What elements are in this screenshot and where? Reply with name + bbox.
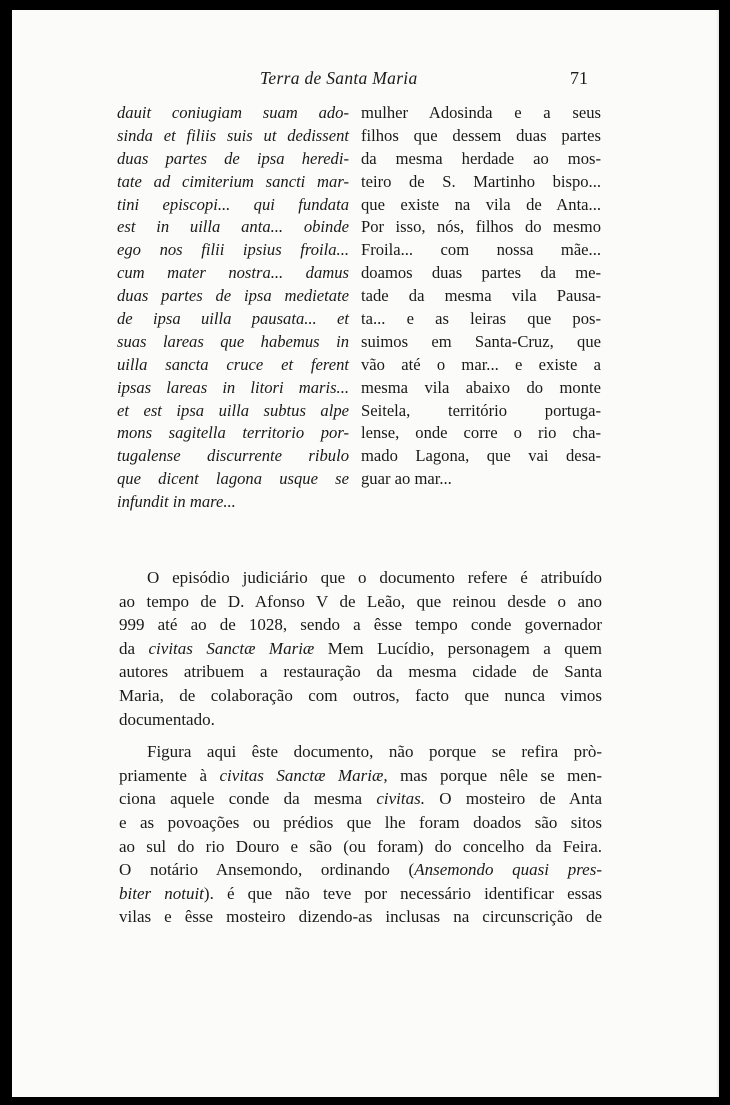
paragraph-line (119, 858, 602, 882)
latin-line: mons sagitella territorio por- (117, 423, 349, 443)
latin-line: duas partes de ipsa heredi- (117, 148, 349, 168)
portuguese-line: mado Lagona, que vai desa- (361, 446, 601, 466)
text-run: priamente à (119, 765, 208, 785)
portuguese-line: filhos que dessem duas partes (361, 125, 601, 145)
latin-line: ego nos filii ipsius froila... (117, 240, 349, 260)
text-run: mas porque nêle se men- (400, 765, 603, 785)
body-text (119, 566, 602, 938)
latin-line: suas lareas que habemus in (117, 331, 349, 351)
latin-line: et est ipsa uilla subtus alpe (117, 400, 349, 420)
portuguese-text-column (361, 102, 601, 491)
paragraph-line (119, 882, 602, 906)
latin-line: duas partes de ipsa medietate (117, 286, 349, 306)
paragraph-line (119, 787, 602, 811)
page-number: 71 (570, 68, 588, 88)
paragraph-line: documentado. (119, 709, 215, 729)
portuguese-line: vão até o mar... e existe a (361, 354, 601, 374)
paragraph-line: O episódio judiciário que o documento refere é atribuído (147, 568, 602, 587)
latin-line: ipsas lareas in litori maris... (117, 377, 349, 397)
paragraph-line: 999 até ao de 1028, sendo a êsse tempo conde governador (119, 615, 602, 635)
latin-text-column (117, 102, 349, 514)
portuguese-line: mulher Adosinda e a seus (361, 103, 601, 122)
paragraph-line: ao tempo de D. Afonso V de Leão, que reinou desde o ano (119, 591, 602, 611)
portuguese-line: que existe na vila de Anta... (361, 194, 601, 214)
latin-line: tugalense discurrente ribulo (117, 446, 349, 466)
text-run: O mosteiro de Anta (439, 789, 603, 809)
portuguese-line: doamos duas partes da me- (361, 263, 601, 283)
latin-line: infundit in mare... (117, 492, 236, 512)
portuguese-line: Seitela, território portuga- (361, 400, 601, 420)
text-run: ciona aquele conde da mesma (119, 789, 363, 809)
latin-line: tate ad cimiterium sancti mar- (117, 171, 349, 191)
portuguese-line: Froila... com nossa mãe... (361, 240, 601, 260)
latin-line: dauit coniugiam suam ado- (117, 103, 349, 122)
book-page (12, 10, 719, 1097)
paragraph-line: Maria, de colaboração com outros, facto que nunca vimos (119, 685, 602, 705)
portuguese-line: da mesma herdade ao mos- (361, 148, 601, 168)
paragraph-line: e as povoações ou prédios que lhe foram doados são sitos (119, 812, 602, 832)
portuguese-line: mesma vila abaixo do monte (361, 377, 601, 397)
latin-line: cum mater nostra... damus (117, 263, 349, 283)
latin-line: sinda et filiis suis ut dedissent (117, 125, 349, 145)
paragraph-line: vilas e êsse mosteiro dizendo-as inclusas na circunscrição de (119, 907, 602, 927)
italic-text-run: biter notuit (119, 883, 204, 903)
paragraph-line: Figura aqui êste documento, não porque se refira prò- (147, 742, 602, 762)
portuguese-line: lense, onde corre o rio cha- (361, 423, 601, 443)
portuguese-line: tade da mesma vila Pausa- (361, 286, 601, 306)
italic-text-run: civitas. (376, 789, 425, 809)
paragraph-line: ao sul do rio Douro e são (ou foram) do concelho da Feira. (119, 836, 602, 856)
italic-text-run: civitas Sanctæ Mariæ (148, 638, 315, 658)
running-title: Terra de Santa Maria (260, 68, 418, 88)
latin-line: tini episcopi... qui fundata (117, 194, 349, 214)
paragraph-line (119, 637, 602, 661)
latin-line: uilla sancta cruce et ferent (117, 354, 349, 374)
portuguese-line: ta... e as leiras que pos- (361, 309, 601, 329)
latin-line: que dicent lagona usque se (117, 469, 349, 489)
latin-line: est in uilla anta... obinde (117, 217, 349, 237)
portuguese-line: teiro de S. Martinho bispo... (361, 171, 601, 191)
text-run: O notário Ansemondo, ordinando ( (119, 860, 415, 880)
latin-line: de ipsa uilla pausata... et (117, 309, 349, 329)
portuguese-line: suimos em Santa-Cruz, que (361, 331, 601, 351)
text-run: Mem Lucídio, personagem a quem (327, 638, 603, 658)
text-run: da (119, 638, 136, 658)
text-run: ). é que não teve por necessário identificar essas (203, 883, 603, 903)
paragraph-1 (119, 566, 602, 731)
paragraph-line (119, 764, 602, 788)
italic-text-run: civitas Sanctæ Mariæ, (219, 765, 388, 785)
portuguese-line: Por isso, nós, filhos do mesmo (361, 217, 601, 237)
italic-text-run: Ansemondo quasi pres- (414, 860, 602, 880)
portuguese-line: guar ao mar... (361, 469, 452, 489)
paragraph-line: autores atribuem a restauração da mesma cidade de Santa (119, 662, 602, 682)
paragraph-2 (119, 740, 602, 929)
